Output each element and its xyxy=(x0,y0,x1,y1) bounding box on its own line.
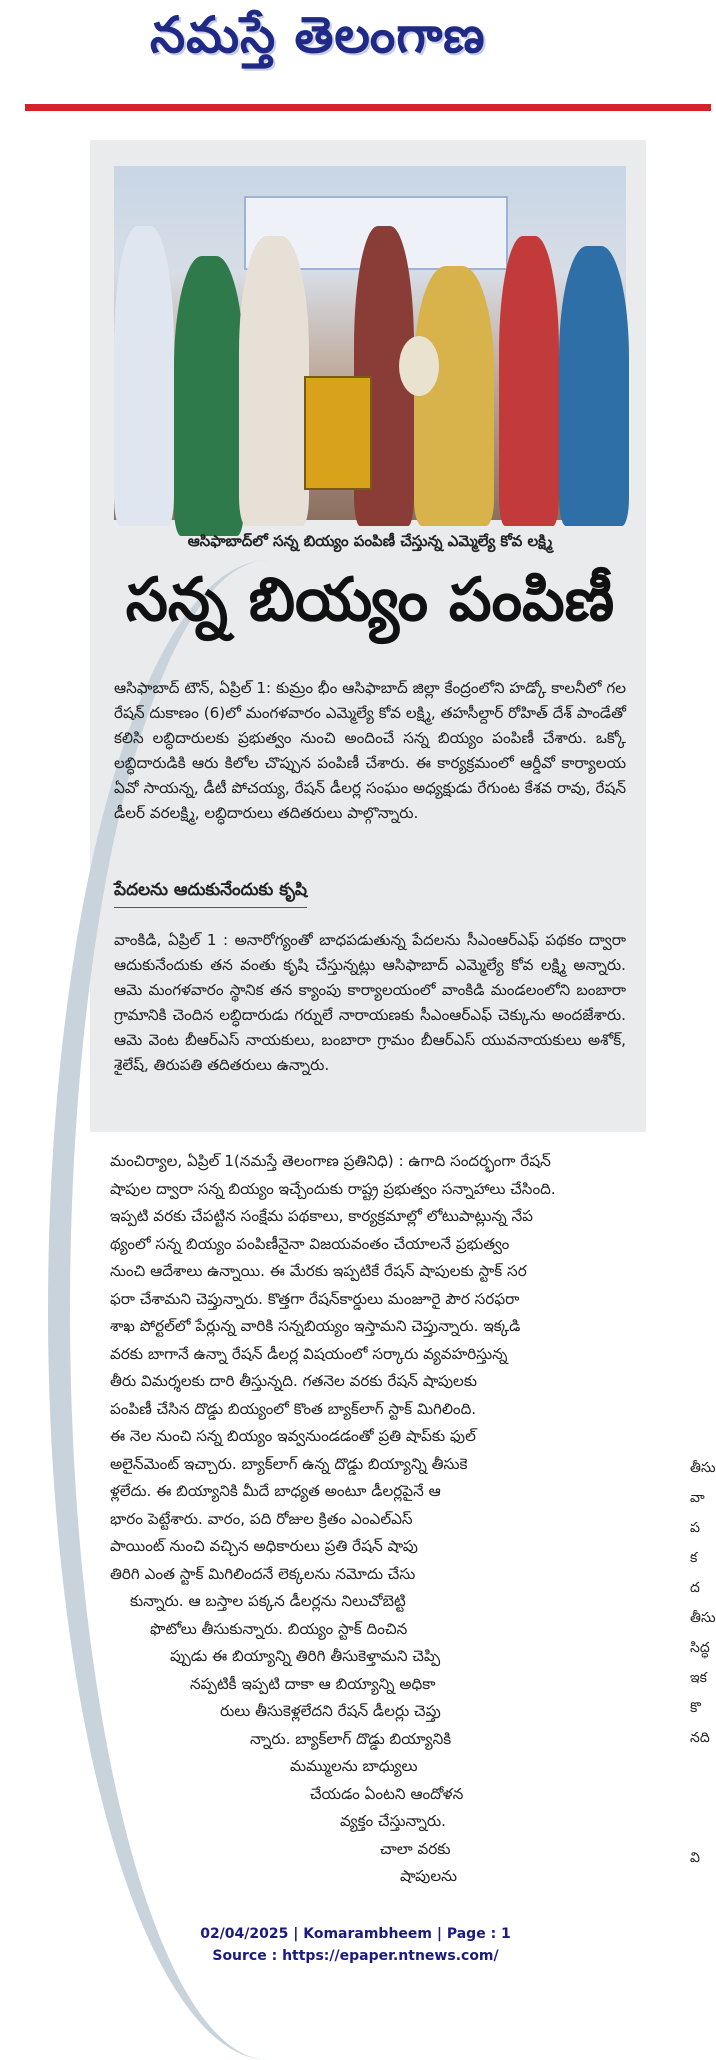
fragment-text: తీసు xyxy=(690,1460,716,1476)
person-figure xyxy=(174,256,244,536)
fragment-text: వా xyxy=(690,1490,705,1506)
article-body-3 xyxy=(110,1148,556,1891)
fragment-text: సిద్ధ xyxy=(690,1640,710,1656)
article-line: న్నారు. బ్యాక్‌లాగ్ దొడ్డు బియ్యానికి xyxy=(250,1729,452,1748)
footer-source-line: Source : https://epaper.ntnews.com/ xyxy=(212,1948,499,1964)
person-figure xyxy=(559,246,629,526)
news-photo xyxy=(114,166,626,520)
article-line: శాఖ పోర్టల్‌లో పేర్లున్న వారికి సన్నబియ్యం ఇస్తామని చెప్తున్నారు. ఇక్కడి xyxy=(110,1317,521,1335)
article-line: పంపిణీ చేసిన దొడ్డు బియ్యంలో కొంత బ్యాక్‌లాగ్ స్టాక్ మిగిలింది. xyxy=(110,1399,477,1418)
article-line: తిరిగి ఎంత స్టాక్ మిగిలిందనే లెక్కలను నమోదు చేసు xyxy=(110,1564,416,1583)
article-line: వ్యక్తం చేస్తున్నారు. xyxy=(340,1812,446,1830)
photo-caption: ఆసిఫాబాద్‌లో సన్న బియ్యం పంపిణీ చేస్తున్న ఎమ్మెల్యే కోవ లక్ష్మి xyxy=(187,532,553,550)
article-line: నుంచి ఆదేశాలు ఉన్నాయి. ఈ మేరకు ఇప్పటికే రేషన్ షాపులకు స్టాక్ సర xyxy=(110,1262,527,1280)
newspaper-logo: నమస్తే తెలంగాణ xyxy=(150,6,486,64)
article-line: చాలా వరకు xyxy=(380,1839,451,1858)
fragment-text: క xyxy=(690,1550,698,1566)
fragment-text: కొ xyxy=(690,1700,701,1716)
person-figure xyxy=(499,236,559,526)
fragment-text: ద xyxy=(690,1580,700,1596)
article-line: మమ్ములను బాధ్యులు xyxy=(290,1757,418,1775)
fragment-text: ప xyxy=(690,1520,700,1536)
article-line: ళ్లలేదు. ఈ బియ్యానికి మీదే బాధ్యత అంటూ డీలర్లపైనే ఆ xyxy=(110,1482,441,1500)
article-line: థ్యంలో సన్న బియ్యం పంపిణీనైనా విజయవంతం చేయాలనే ప్రభుత్వం xyxy=(110,1234,510,1253)
masthead xyxy=(0,0,711,96)
article-line: షాపులను xyxy=(400,1867,458,1885)
masthead-rule xyxy=(25,104,711,111)
article-line: మంచిర్యాల, ఏప్రిల్ 1(నమస్తే తెలంగాణ ప్రతినిధి) : ఉగాది సందర్భంగా రేషన్ xyxy=(110,1152,551,1170)
footer-date-line: 02/04/2025 | Komarambheem | Page : 1 xyxy=(200,1926,511,1942)
article-body: ఆసిఫాబాద్ టౌన్, ఏప్రిల్ 1: కుమ్రం భీం ఆసిఫాబాద్ జిల్లా కేంద్రంలోని హడ్కో కాలనీలో గల రేషన్ దుకాణం (6)లో మంగళవారం ఎమ్మెల్యే కోవ లక్ష్మి, తహసీల్దార్ రోహిత్ దేశ్ పాండేతో కలిసి లబ్ధిదారులకు ప్రభుత్వం నుంచి అందించే సన్న బియ్యం పంపిణీ చేశారు. ఒక్కో లబ్ధిదారుడికి ఆరు కిలోల చొప్పున పంపిణీ చేశారు. ఈ కార్యక్రమంలో ఆర్డీవో కార్యాలయ ఏవో సాయన్న, డీటీ పోచయ్య, రేషన్ డీలర్ల సంఘం అధ్యక్షుడు రేగుంట కేశవ రావు, రేషన్ డీలర్ వరలక్ష్మి, లబ్ధిదారులు తదితరులు పాల్గొన్నారు. xyxy=(114,679,626,822)
fragment-text: నది xyxy=(690,1730,710,1746)
article-line: ఫొటోలు తీసుకున్నారు. బియ్యం స్టాక్ దించిన xyxy=(150,1619,408,1638)
article-line: నప్పటికీ ఇప్పటి దాకా ఆ బియ్యాన్ని అధికా xyxy=(190,1674,436,1693)
article-line: పాయింట్ నుంచి వచ్చిన అధికారులు ప్రతి రేషన్ షాపు xyxy=(110,1537,418,1555)
article-line: ఈ నెల నుంచి సన్న బియ్యం ఇవ్వనుండడంతో ప్రతి షాప్‌కు ఫుల్ xyxy=(110,1427,476,1445)
article-line: షాపుల ద్వారా సన్న బియ్యం ఇచ్చేందుకు రాష్ట్ర ప్రభుత్వం సన్నాహాలు చేసింది. xyxy=(110,1179,556,1198)
fragment-text: వి xyxy=(690,1850,700,1866)
article-line: అలైన్‌మెంట్ ఇచ్చారు. బ్యాక్‌లాగ్ ఉన్న దొడ్డు బియ్యాన్ని తీసుకె xyxy=(110,1454,468,1473)
adjacent-page-fragment xyxy=(690,120,716,1920)
person-figure xyxy=(114,226,174,526)
article-line: చేయడం ఏంటని ఆందోళన xyxy=(310,1784,464,1803)
article-body-2: వాంకిడి, ఏప్రిల్ 1 : అనారోగ్యంతో బాధపడుతున్న పేదలను సీఎంఆర్ఎఫ్ పథకం ద్వారా ఆదుకునేందుకు తన వంతు కృషి చేస్తున్నట్లు ఆసిఫాబాద్ ఎమ్మెల్యే కోవ లక్ష్మి అన్నారు. ఆమె మంగళవారం స్థానిక తన క్యాంపు కార్యాలయంలో వాంకిడి మండలంలోని బంబారా గ్రామానికి చెందిన లబ్ధిదారుడు గర్నులే నారాయణకు సీఎంఆర్ఎఫ్ చెక్కును అందజేశారు. ఆమె వెంట బీఆర్ఎస్ నాయకులు, బంబారా గ్రామం బీఆర్ఎస్ యువనాయకులు అశోక్, శైలేష్, తిరుపతి తదితరులు ఉన్నారు. xyxy=(114,931,626,1074)
article-line: వరకు బాగానే ఉన్నా రేషన్ డీలర్ల విషయంలో సర్కారు వ్యవహరిస్తున్న xyxy=(110,1344,508,1363)
article-line: భారం పెట్టేశారు. వారం, పది రోజుల క్రితం ఎంఎల్ఎస్ xyxy=(110,1509,413,1528)
article-line: ఇప్పటి వరకు చేపట్టిన సంక్షేమ పథకాలు, కార్యక్రమాల్లో లోటుపాట్లున్న నేప xyxy=(110,1207,533,1225)
person-figure xyxy=(239,236,309,526)
person-figure xyxy=(414,266,494,526)
fragment-text: ఇక xyxy=(690,1670,707,1686)
article-line: ప్పుడు ఈ బియ్యాన్ని తిరిగి తీసుకెళ్తామని చెప్పి xyxy=(170,1647,441,1665)
article-line: కున్నారు. ఆ బస్తాల పక్కన డీలర్లను నిలుచోబెట్టి xyxy=(130,1592,406,1610)
rice-sack xyxy=(304,376,372,490)
subheadline: పేదలను ఆదుకునేందుకు కృషి xyxy=(114,880,307,908)
rice-bowl xyxy=(399,336,439,396)
article-line: ఫరా చేశామని చెప్తున్నారు. కొత్తగా రేషన్‌కార్డులు మంజూరై పౌర సరఫరా xyxy=(110,1289,520,1308)
article-line: తీరు విమర్శలకు దారి తీస్తున్నది. గతనెల వరకు రేషన్ షాపులకు xyxy=(110,1372,478,1390)
fragment-text: తీసు xyxy=(690,1610,716,1626)
article-line: రులు తీసుకెళ్లలేదని రేషన్ డీలర్లు చెప్తు xyxy=(220,1702,441,1720)
headline: సన్న బియ్యం పంపిణీ xyxy=(125,565,615,635)
